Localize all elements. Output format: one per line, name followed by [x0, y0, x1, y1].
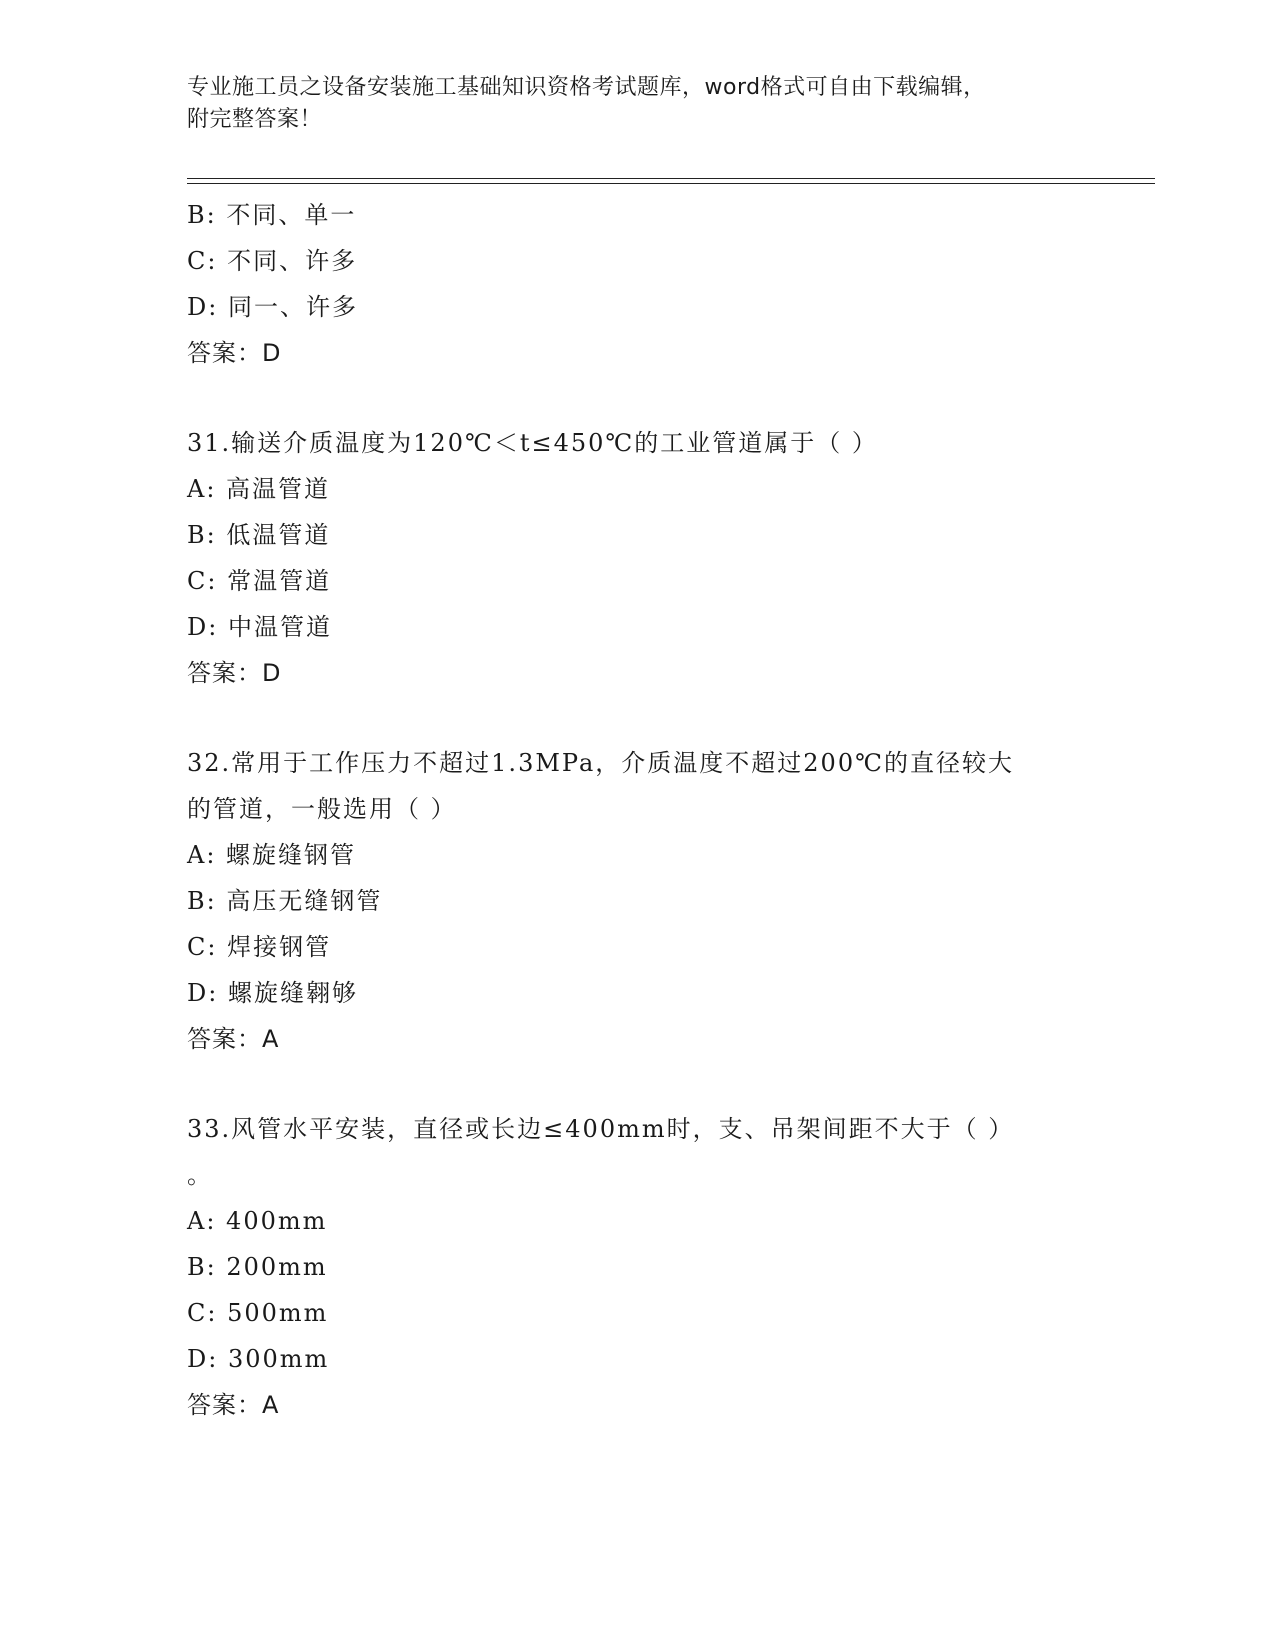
- question-32: [187, 740, 1087, 1062]
- document-header: [187, 72, 1067, 136]
- option-c: C: 不同、许多: [187, 247, 358, 275]
- answer-label: 答案：A: [187, 1391, 280, 1419]
- question-30-tail: [187, 192, 1087, 376]
- header-title-line-1: 专业施工员之设备安装施工基础知识资格考试题库，word格式可自由下载编辑，: [187, 75, 986, 100]
- answer-label: 答案：D: [187, 659, 282, 687]
- header-divider-bottom: [187, 183, 1155, 184]
- option-a: A: 螺旋缝钢管: [187, 841, 357, 869]
- spacer: [187, 1062, 1087, 1106]
- question-stem: 31.输送介质温度为120℃＜t≤450℃的工业管道属于（ ）: [187, 429, 878, 457]
- answer-label: 答案：A: [187, 1025, 280, 1053]
- header-divider-top: [187, 178, 1155, 179]
- question-stem-line-1: 33.风管水平安装，直径或长边≤400mm时，支、吊架间距不大于（ ）: [187, 1115, 1015, 1143]
- header-title-line-2: 附完整答案！: [187, 107, 323, 132]
- question-stem-line-2: 的管道，一般选用（ ）: [187, 795, 457, 823]
- question-stem-line-2: 。: [187, 1161, 213, 1189]
- spacer: [187, 696, 1087, 740]
- option-d: D: 中温管道: [187, 613, 332, 641]
- option-b: B: 低温管道: [187, 521, 331, 549]
- spacer: [187, 376, 1087, 420]
- option-a: A: 高温管道: [187, 475, 331, 503]
- option-b: B: 高压无缝钢管: [187, 887, 383, 915]
- option-d: D: 螺旋缝翱够: [187, 979, 358, 1007]
- question-stem-line-1: 32.常用于工作压力不超过1.3MPa，介质温度不超过200℃的直径较大: [187, 749, 1014, 777]
- option-c: C: 常温管道: [187, 567, 332, 595]
- answer-label: 答案：D: [187, 339, 282, 367]
- option-b: B: 200mm: [187, 1253, 328, 1281]
- option-b: B: 不同、单一: [187, 201, 357, 229]
- option-a: A: 400mm: [187, 1207, 328, 1235]
- question-31: [187, 420, 1087, 696]
- option-c: C: 500mm: [187, 1299, 329, 1327]
- question-list: [187, 192, 1087, 1428]
- option-d: D: 同一、许多: [187, 293, 358, 321]
- option-c: C: 焊接钢管: [187, 933, 332, 961]
- option-d: D: 300mm: [187, 1345, 330, 1373]
- question-33: [187, 1106, 1087, 1428]
